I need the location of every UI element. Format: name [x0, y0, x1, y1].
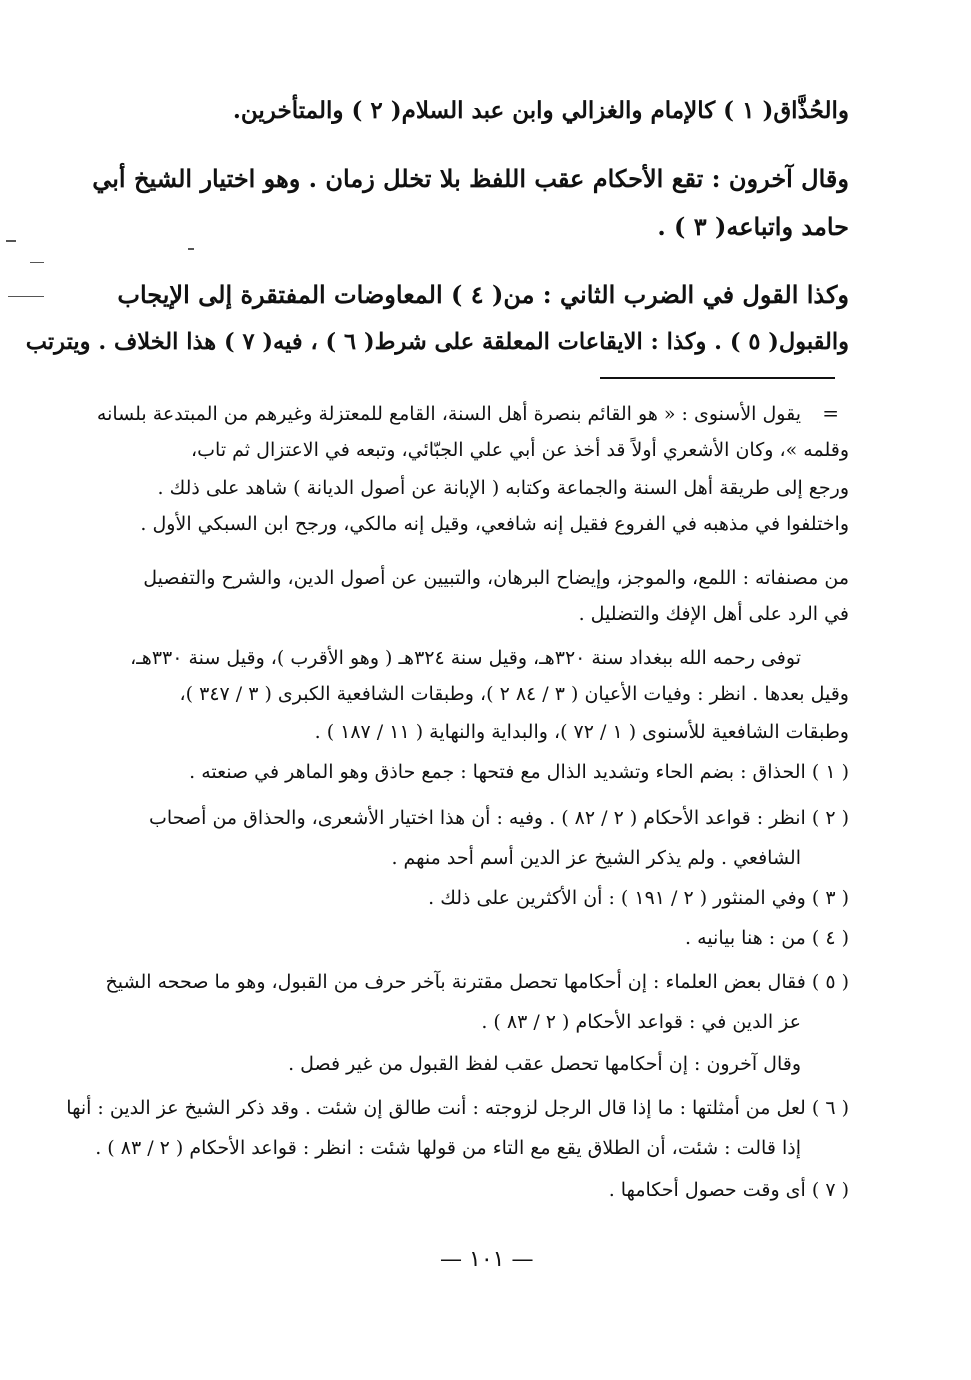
footnote-4: ( ٤ ) من : هنا بيانيه . [685, 927, 849, 949]
scan-speck [188, 248, 194, 250]
footnote-line: من مصنفاته : اللمع، والموجز، وإيضاح البرهان، والتبيين عن أصول الدين، والشرح والتفصيل [143, 567, 849, 589]
footnote-6: ( ٦ ) لعل من أمثلتها : ما إذا قال الرجل لزوجته : أنت طالق إن شئت . وقد ذكر الشيخ عز الدين : أنها [66, 1097, 849, 1119]
footnote-line: الشافعي . ولم يذكر الشيخ عز الدين أسم أحد منهم . [391, 847, 801, 869]
footnote-line: وقلمه »، وكان الأشعري أولاً قد أخذ عن أبي علي الجبّائي، وتبعه في الاعتزال ثم تاب، [191, 439, 849, 461]
scan-speck [6, 240, 16, 242]
continuation-mark: = [822, 401, 839, 425]
footnote-line: إذا قالت : شئت، أن الطلاق يقع مع التاء من قولها شئت : انظر : قواعد الأحكام ( ٢ / ٨٣ ) . [95, 1137, 801, 1159]
main-line: حامد واتباعه( ٣ ) . [657, 212, 849, 241]
footnote-line: وقيل بعدها . انظر : وفيات الأعيان ( ٣ / ٨٤ ٢ )، وطبقات الشافعية الكبرى ( ٣ / ٣٤٧ )، [179, 683, 849, 705]
main-line: وكذا القول في الضرب الثاني : من( ٤ ) المعاوضات المفتقرة إلى الإيجاب [117, 280, 849, 309]
footnote-line: واختلفوا في مذهبه في الفروع فقيل إنه شافعي، وقيل إنه مالكي، ورجح ابن السبكي الأول . [140, 513, 849, 535]
footnote-line: ورجع إلى طريقة أهل السنة والجماعة وكتابه ( الإبانة عن أصول الديانة ) شاهد على ذلك . [157, 477, 849, 499]
footnote-5: ( ٥ ) فقال بعض العلماء : إن أحكامها تحصل مقترنة بآخر حرف من القبول، وهو ما صححه الشيخ [105, 971, 849, 993]
main-line: وقال آخرون : تقع الأحكام عقب اللفظ بلا تخلل زمان . وهو اختيار الشيخ أبي [92, 164, 849, 193]
footnote-line: يقول الأسنوى : « هو القائم بنصرة أهل السنة، القامع للمعتزلة وغيرهم من المبتدعة بلسانه [96, 403, 801, 425]
footnote-3: ( ٣ ) وفي المنثور ( ٢ / ١٩١ ) : أن الأكثرين على ذلك . [428, 887, 849, 909]
main-line: والقبول( ٥ ) . وكذا : الايقاعات المعلقة على شرط( ٦ ) ، فيه( ٧ ) هذا الخلاف . ويترتب [25, 329, 849, 355]
footnote-line: وطبقات الشافعية للأسنوى ( ١ / ٧٢ )، والبداية والنهاية ( ١١ / ١٨٧ ) . [314, 721, 849, 743]
footnote-2: ( ٢ ) انظر : قواعد الأحكام ( ٢ / ٨٢ ) . وفيه : أن هذا اختيار الأشعرى، والحذاق من أصحاب [149, 807, 849, 829]
footnote-line: توفى رحمه الله ببغداد سنة ٣٢٠هـ، وقيل سنة ٣٢٤هـ ( وهو الأقرب )، وقيل سنة ٣٣٠هـ، [130, 647, 801, 669]
footnote-line: في الرد على أهل الإفك والتضليل . [578, 603, 849, 625]
footnote-line: وقال آخرون : إن أحكامها تحصل عقب لفظ القبول من غير فصل . [288, 1053, 801, 1075]
page-number: — ١٠١ — [440, 1247, 534, 1272]
footnote-separator [600, 377, 835, 379]
footnote-1: ( ١ ) الحذاق : بضم الحاء وتشديد الذال مع فتحها : جمع حاذق وهو الماهر في صنعته . [189, 761, 849, 783]
main-line: والحُذَّاق( ١ ) كالإمام والغزالي وابن عبد السلام( ٢ ) والمتأخرين. [232, 97, 849, 124]
scan-speck [30, 262, 44, 263]
footnote-line: عز الدين في : قواعد الأحكام ( ٢ / ٨٣ ) . [481, 1011, 801, 1033]
footnote-7: ( ٧ ) أى وقت حصول أحكامها . [608, 1179, 849, 1201]
scan-speck [8, 296, 44, 297]
